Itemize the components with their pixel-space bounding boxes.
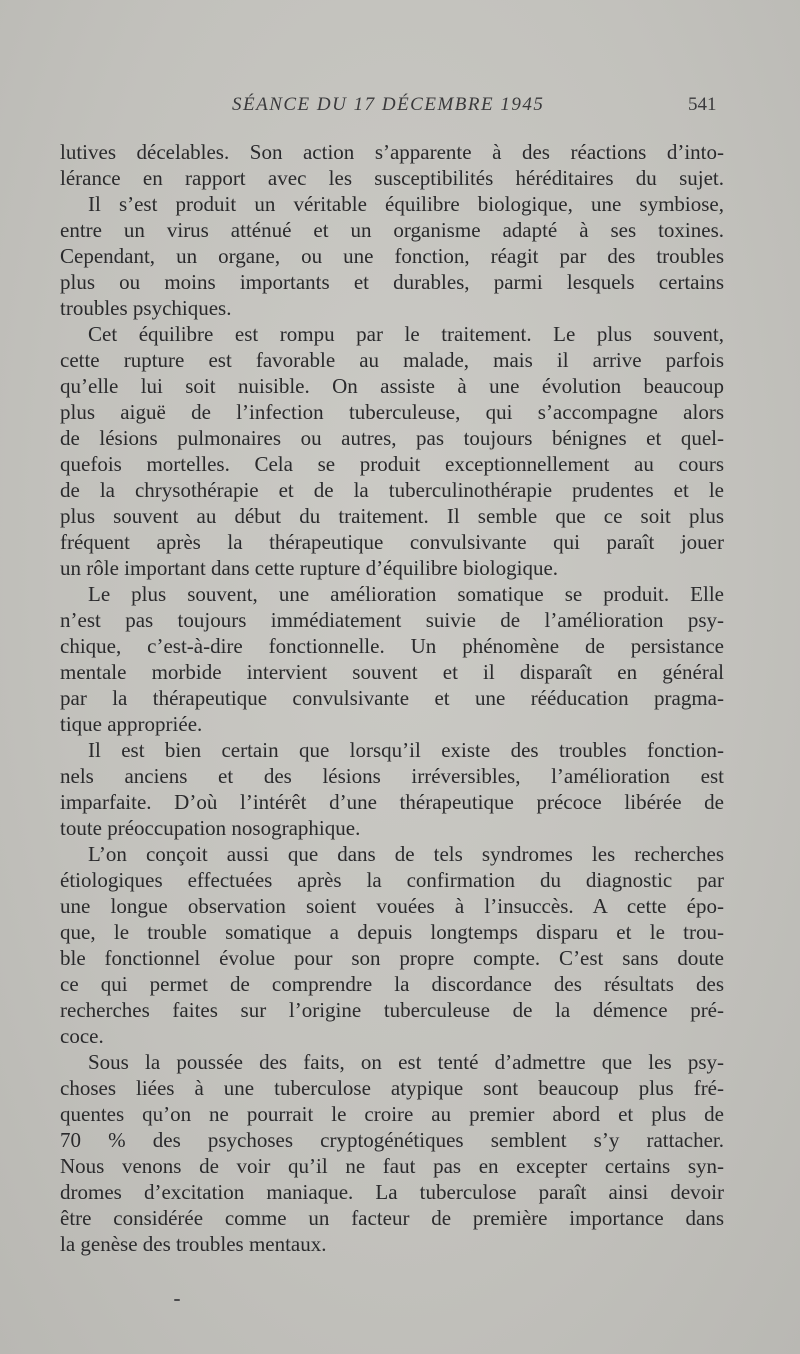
text-line: de la chrysothérapie et de la tuberculinothérapie prudentes et le (60, 478, 724, 502)
text-line: Il s’est produit un véritable équilibre biologique, une symbiose, (88, 192, 724, 216)
text-line: plus souvent au début du traitement. Il semble que ce soit plus (60, 504, 724, 528)
text-line: tique appropriée. (60, 712, 203, 736)
text-line: Cet équilibre est rompu par le traitement. Le plus souvent, (88, 322, 724, 346)
text-line: ce qui permet de comprendre la discordance des résultats des (60, 972, 724, 996)
text-line: choses liées à une tuberculose atypique sont beaucoup plus fré- (60, 1076, 724, 1100)
text-line: 70 % des psychoses cryptogénétiques semblent s’y rattacher. (60, 1128, 724, 1152)
text-line: Nous venons de voir qu’il ne faut pas en excepter certains syn- (60, 1154, 724, 1178)
text-line: Cependant, un organe, ou une fonction, réagit par des troubles (60, 244, 724, 268)
text-line: troubles psychiques. (60, 296, 232, 320)
running-header (0, 94, 800, 122)
text-line: entre un virus atténué et un organisme adapté à ses toxines. (60, 218, 724, 242)
text-line: quefois mortelles. Cela se produit exceptionnellement au cours (60, 452, 724, 476)
text-line: la genèse des troubles mentaux. (60, 1232, 327, 1256)
print-speck (174, 1299, 180, 1301)
text-line: quentes qu’on ne pourrait le croire au premier abord et plus de (60, 1102, 724, 1126)
text-line: nels anciens et des lésions irréversibles, l’amélioration est (60, 764, 724, 788)
text-line: ble fonctionnel évolue pour son propre compte. C’est sans doute (60, 946, 724, 970)
text-line: plus aiguë de l’infection tuberculeuse, qui s’accompagne alors (60, 400, 724, 424)
text-line: par la thérapeutique convulsivante et une rééducation pragma- (60, 686, 724, 710)
text-line: coce. (60, 1024, 104, 1048)
text-line: imparfaite. D’où l’intérêt d’une thérapeutique précoce libérée de (60, 790, 724, 814)
text-line: que, le trouble somatique a depuis longtemps disparu et le trou- (60, 920, 724, 944)
text-line: n’est pas toujours immédiatement suivie de l’amélioration psy- (60, 608, 724, 632)
text-line: Il est bien certain que lorsqu’il existe des troubles fonction- (88, 738, 724, 762)
text-line: qu’elle lui soit nuisible. On assiste à une évolution beaucoup (60, 374, 724, 398)
text-line: cette rupture est favorable au malade, mais il arrive parfois (60, 348, 724, 372)
text-line: Sous la poussée des faits, on est tenté d’admettre que les psy- (88, 1050, 724, 1074)
text-line: Le plus souvent, une amélioration somatique se produit. Elle (88, 582, 724, 606)
text-line: plus ou moins importants et durables, parmi lesquels certains (60, 270, 724, 294)
text-line: être considérée comme un facteur de première importance dans (60, 1206, 724, 1230)
text-line: toute préoccupation nosographique. (60, 816, 361, 840)
running-title: SÉANCE DU 17 DÉCEMBRE 1945 (232, 94, 545, 115)
text-line: lérance en rapport avec les susceptibilités héréditaires du sujet. (60, 166, 724, 190)
body-text (60, 139, 724, 1257)
text-line: étiologiques effectuées après la confirmation du diagnostic par (60, 868, 724, 892)
text-line: une longue observation soient vouées à l’insuccès. A cette épo- (60, 894, 724, 918)
text-line: de lésions pulmonaires ou autres, pas toujours bénignes et quel- (60, 426, 724, 450)
text-line: chique, c’est-à-dire fonctionnelle. Un phénomène de persistance (60, 634, 724, 658)
text-line: lutives décelables. Son action s’apparente à des réactions d’into- (60, 140, 724, 164)
page-number: 541 (688, 94, 717, 115)
text-line: mentale morbide intervient souvent et il disparaît en général (60, 660, 724, 684)
text-line: L’on conçoit aussi que dans de tels syndromes les recherches (88, 842, 724, 866)
text-line: dromes d’excitation maniaque. La tuberculose paraît ainsi devoir (60, 1180, 724, 1204)
text-line: fréquent après la thérapeutique convulsivante qui paraît jouer (60, 530, 724, 554)
text-line: recherches faites sur l’origine tuberculeuse de la démence pré- (60, 998, 724, 1022)
text-line: un rôle important dans cette rupture d’équilibre biologique. (60, 556, 559, 580)
